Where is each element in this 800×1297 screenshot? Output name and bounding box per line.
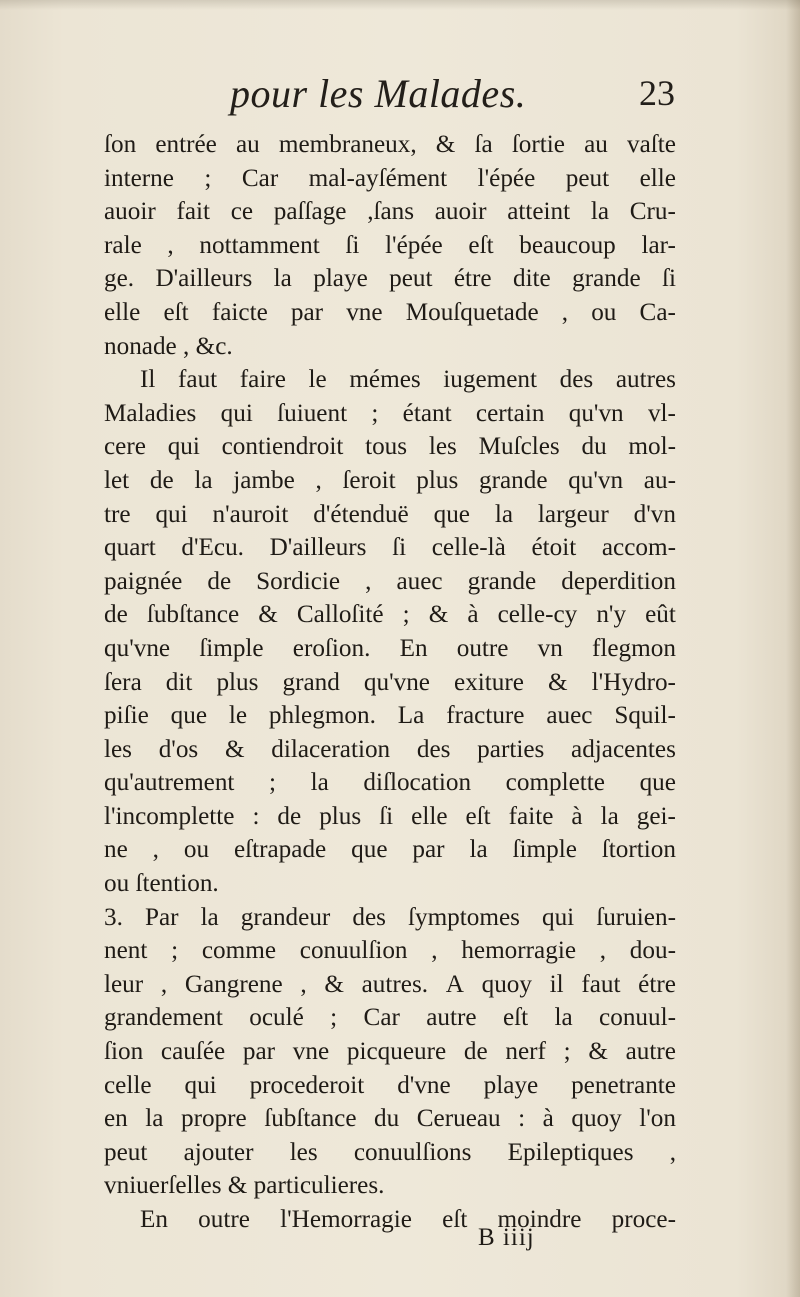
word: eſt	[442, 1206, 468, 1233]
word: Il	[140, 366, 156, 394]
word: D'ailleurs	[269, 534, 367, 562]
word: au	[235, 131, 260, 158]
word: mémes	[349, 366, 421, 394]
word: ;	[171, 937, 179, 965]
word: eſtrapade	[233, 836, 327, 864]
word: &	[324, 970, 344, 998]
word: grande	[478, 466, 548, 494]
word: phlegmon.	[268, 702, 376, 730]
word: 3.	[104, 903, 123, 931]
word: grandement	[104, 1004, 223, 1032]
word: ſi	[379, 802, 394, 830]
word: ſymptomes	[407, 903, 520, 931]
word: ge.	[104, 265, 135, 293]
word: leur	[104, 970, 144, 998]
word: ,	[300, 970, 307, 998]
word: iugement	[443, 366, 538, 394]
word: étant	[402, 399, 452, 427]
word: ſon	[104, 131, 137, 158]
word: eroſion.	[292, 634, 371, 662]
word: nent	[104, 937, 148, 965]
word: de	[149, 466, 174, 494]
word: En	[140, 1206, 168, 1233]
word: cauſée	[160, 1038, 226, 1066]
word: qui	[541, 903, 575, 931]
word: l'épée	[385, 231, 443, 259]
word: du	[374, 1105, 400, 1133]
word: ſeroit	[342, 466, 396, 494]
word: diſlocation	[363, 769, 472, 797]
word: que	[639, 769, 676, 797]
word: à	[542, 1105, 554, 1133]
word: Epileptiques	[507, 1138, 634, 1166]
word: ;	[371, 399, 379, 427]
word: des	[416, 735, 451, 763]
word: outre	[456, 634, 509, 662]
word: let	[104, 466, 130, 494]
word: ;	[563, 1038, 571, 1066]
word: eſt	[163, 298, 189, 326]
word: qui	[155, 500, 188, 528]
word: Par	[144, 903, 179, 931]
word: grande	[467, 567, 537, 595]
text-line	[104, 1102, 676, 1136]
word: par	[290, 298, 324, 326]
text-line	[104, 901, 676, 935]
word: faire	[239, 366, 286, 394]
word: par	[412, 836, 445, 864]
word: la	[494, 500, 514, 528]
word: hemorragie	[461, 937, 576, 965]
word: la	[600, 802, 619, 830]
word: plus	[416, 466, 459, 494]
word: ou	[183, 836, 210, 864]
word: faut	[178, 366, 218, 394]
word: l'incomplette	[104, 802, 235, 830]
word: interne	[104, 164, 174, 192]
word: elle	[104, 298, 141, 326]
word: des	[352, 903, 386, 931]
word: d'os	[158, 735, 199, 763]
word: la	[145, 1105, 164, 1133]
word: parties	[477, 735, 545, 763]
word: procederoit	[249, 1071, 365, 1099]
word: ,	[669, 1138, 676, 1166]
word: oculé	[249, 1004, 304, 1032]
word: ſimple	[512, 836, 577, 864]
text-line	[104, 363, 676, 397]
word: grand	[282, 668, 340, 696]
word: qu'autrement	[104, 769, 235, 797]
text-line	[104, 430, 676, 464]
word: &	[435, 131, 456, 158]
word: ,	[167, 231, 174, 259]
word: Squil-	[614, 702, 676, 730]
word: quoy	[481, 970, 532, 998]
word: ,	[561, 298, 569, 326]
word: fait	[176, 198, 211, 226]
word: à	[571, 802, 583, 830]
word: vaſte	[627, 131, 676, 158]
word: d'étenduë	[313, 500, 409, 528]
word: Calloſité	[296, 601, 384, 629]
text-line	[104, 1203, 676, 1237]
word: grande	[572, 265, 641, 293]
word: qu'vn	[568, 466, 624, 494]
word: Gangrene	[184, 970, 283, 998]
word: ne	[104, 836, 128, 864]
word: certain	[475, 399, 545, 427]
word: il	[549, 970, 564, 998]
word: que	[170, 702, 207, 730]
word: conuulſions	[353, 1138, 472, 1166]
word: entrée	[155, 131, 217, 158]
word: ſera	[104, 668, 142, 696]
word: fracture	[446, 702, 525, 730]
word: ſuiuent	[277, 399, 348, 427]
word: mal-ayſément	[308, 164, 448, 192]
word: du	[581, 433, 607, 461]
word: la	[469, 836, 488, 864]
word: La	[397, 702, 425, 730]
word: peut	[565, 164, 610, 192]
text-line	[104, 296, 676, 330]
text-line	[104, 1136, 676, 1170]
word: ſtortion	[601, 836, 676, 864]
word: qu'vn	[568, 399, 624, 427]
word: :	[518, 1105, 526, 1133]
word: ſuruien-	[596, 903, 676, 931]
word: ;	[402, 601, 410, 629]
word: ,ſans	[367, 198, 415, 226]
text-line	[104, 598, 676, 632]
word: l'Hydro-	[591, 668, 676, 696]
text-line	[104, 833, 676, 867]
word: lar-	[641, 231, 676, 259]
word: ſubſtance	[264, 1105, 357, 1133]
text-line	[104, 531, 676, 565]
word: flegmon	[591, 634, 676, 662]
word: accom-	[601, 534, 676, 562]
word: eſt	[468, 231, 494, 259]
word: &	[588, 1038, 608, 1066]
word: ſion	[104, 1038, 144, 1066]
word: ,	[365, 567, 372, 595]
word: ſi	[662, 265, 676, 293]
word: auoir	[104, 198, 156, 226]
word: Mouſquetade	[405, 298, 539, 326]
word: que	[351, 836, 388, 864]
word: paſſage	[273, 198, 347, 226]
text-line	[104, 666, 676, 700]
word: la	[310, 769, 329, 797]
text-line	[104, 128, 676, 162]
word: la	[554, 1004, 573, 1032]
word: la	[200, 903, 219, 931]
word: &	[224, 735, 245, 763]
word: au	[584, 131, 608, 158]
word: ;	[204, 164, 212, 192]
word: ce	[230, 198, 254, 226]
page-number: 23	[639, 73, 675, 113]
word: nottamment	[199, 231, 320, 259]
word: playe	[483, 1071, 539, 1099]
word: étre	[453, 265, 492, 293]
word: peut	[389, 265, 433, 293]
text-line	[104, 1069, 676, 1103]
word: autres	[615, 366, 676, 394]
word: Car	[241, 164, 279, 192]
word: quoy	[571, 1105, 622, 1133]
word: ſimple	[199, 634, 264, 662]
text-line	[104, 1001, 676, 1035]
word: ajouter	[183, 1138, 254, 1166]
text-line	[104, 229, 676, 263]
word: eſt	[502, 1004, 529, 1032]
word: ,	[315, 466, 322, 494]
word: D'ailleurs	[155, 265, 253, 293]
word: atteint	[507, 198, 571, 226]
word: eſt	[465, 802, 491, 830]
word: Maladies	[104, 399, 197, 427]
word: de	[207, 567, 232, 595]
word: l'épée	[477, 164, 536, 192]
word: membraneux,	[278, 131, 417, 158]
body-text	[104, 128, 676, 1237]
word: autre	[625, 1038, 676, 1066]
word: complette	[505, 769, 605, 797]
word: le	[308, 366, 327, 394]
word: dou-	[629, 937, 676, 965]
word: deperdition	[561, 567, 676, 595]
word: piſie	[104, 702, 149, 730]
word: qu'vne	[104, 634, 171, 662]
word: qui	[167, 433, 200, 461]
word: En	[399, 634, 428, 662]
text-line	[104, 968, 676, 1002]
word: Muſcles	[478, 433, 560, 461]
word: jambe	[233, 466, 295, 494]
word: vl-	[647, 399, 676, 427]
text-line	[104, 699, 676, 733]
word: proce-	[611, 1206, 676, 1233]
word: qui	[184, 1071, 217, 1099]
word: des	[559, 366, 594, 394]
text-line	[104, 262, 676, 296]
word: l'on	[639, 1105, 676, 1133]
word: Cerueau	[416, 1105, 501, 1133]
running-head: pour les Malades.	[230, 71, 527, 116]
page-top-shadow	[0, 0, 800, 10]
word: vne	[346, 298, 383, 326]
word: plus	[319, 802, 362, 830]
word: auec	[396, 567, 443, 595]
word: n'auroit	[212, 500, 289, 528]
word: rale	[104, 231, 142, 259]
word: Car	[363, 1004, 400, 1032]
word: outre	[198, 1206, 250, 1233]
word: de	[277, 802, 302, 830]
page-header	[100, 70, 675, 120]
word: l'Hemorragie	[280, 1206, 412, 1233]
word: auoir	[434, 198, 487, 226]
word: celle	[104, 1071, 152, 1099]
text-line	[104, 800, 676, 834]
text-line	[104, 565, 676, 599]
text-line	[104, 464, 676, 498]
text-line	[104, 162, 676, 196]
word: faicte	[211, 298, 268, 326]
word: en	[104, 1105, 128, 1133]
word: de	[104, 601, 128, 629]
word: eût	[645, 601, 676, 629]
text-line	[104, 498, 676, 532]
page-edge-shadow	[786, 0, 800, 1297]
word: faut	[581, 970, 621, 998]
word: mol-	[628, 433, 676, 461]
word: gei-	[636, 802, 676, 830]
word: n'y	[596, 601, 627, 629]
word: contiendroit	[221, 433, 344, 461]
word: ;	[269, 769, 277, 797]
word: celle-là	[431, 534, 506, 562]
text-line	[104, 397, 676, 431]
word: quart	[104, 534, 156, 562]
word: Sordicie	[256, 567, 341, 595]
word: d'vn	[633, 500, 676, 528]
word: moindre	[497, 1206, 582, 1233]
word: qui	[220, 399, 253, 427]
word: vne	[292, 1038, 330, 1066]
text-line	[104, 733, 676, 767]
word: autres.	[361, 970, 429, 998]
word: au-	[643, 466, 676, 494]
text-line	[104, 1035, 676, 1069]
word: &	[548, 668, 568, 696]
word: que	[433, 500, 470, 528]
word: dit	[165, 668, 193, 696]
word: Ca-	[639, 298, 676, 326]
text-line: nonade , &c.	[104, 332, 233, 360]
text-line	[104, 934, 676, 968]
word: ſi	[392, 534, 407, 562]
word: beaucoup	[519, 231, 616, 259]
word: paignée	[104, 567, 183, 595]
word: ſubſtance	[146, 601, 240, 629]
word: playe	[313, 265, 368, 293]
word: étre	[638, 970, 676, 998]
word: &	[258, 601, 278, 629]
word: de	[463, 1038, 488, 1066]
word: le	[228, 702, 248, 730]
word: elle	[411, 802, 448, 830]
word: les	[289, 1138, 318, 1166]
word: picqueure	[346, 1038, 447, 1066]
text-line: vniuerſelles & particulieres.	[104, 1172, 385, 1200]
word: ſortie	[511, 131, 565, 158]
word: la	[590, 198, 610, 226]
word: d'vne	[397, 1071, 451, 1099]
word: celle-cy	[497, 601, 578, 629]
text-line	[104, 632, 676, 666]
word: les	[104, 735, 132, 763]
signature-mark: B iiij	[478, 1224, 535, 1251]
word: autre	[426, 1004, 477, 1032]
word: la	[194, 466, 213, 494]
text-line: ou ſtention.	[104, 870, 219, 898]
word: auec	[546, 702, 593, 730]
word: conuulſion	[299, 937, 408, 965]
word: exiture	[454, 668, 524, 696]
word: peut	[104, 1138, 148, 1166]
word: tre	[104, 500, 131, 528]
word: ſi	[345, 231, 360, 259]
word: à	[467, 601, 479, 629]
word: qu'vne	[363, 668, 430, 696]
word: grandeur	[240, 903, 331, 931]
word: ,	[160, 970, 168, 998]
word: par	[242, 1038, 276, 1066]
word: ſa	[474, 131, 493, 158]
word: faite	[508, 802, 554, 830]
word: largeur	[537, 500, 609, 528]
word: Cru-	[629, 198, 676, 226]
word: &	[428, 601, 449, 629]
word: comme	[201, 937, 277, 965]
word: plus	[216, 668, 259, 696]
word: penetrante	[571, 1071, 676, 1099]
word: ,	[431, 937, 438, 965]
word: A	[445, 970, 464, 998]
word: dite	[512, 265, 551, 293]
word: tous	[365, 433, 408, 461]
word: propre	[180, 1105, 247, 1133]
word: ;	[330, 1004, 338, 1032]
word: ou	[591, 298, 617, 326]
word: conuul-	[599, 1004, 676, 1032]
word: adjacentes	[571, 735, 676, 763]
word: nerf	[505, 1038, 546, 1066]
word: :	[252, 802, 260, 830]
word: les	[428, 433, 457, 461]
word: la	[273, 265, 292, 293]
word: elle	[639, 164, 676, 192]
word: cere	[104, 433, 146, 461]
word: dilaceration	[271, 735, 391, 763]
text-line	[104, 766, 676, 800]
text-line	[104, 195, 676, 229]
word: vn	[537, 634, 563, 662]
word: d'Ecu.	[181, 534, 244, 562]
word: étoit	[531, 534, 577, 562]
word: ,	[152, 836, 159, 864]
word: ,	[599, 937, 607, 965]
